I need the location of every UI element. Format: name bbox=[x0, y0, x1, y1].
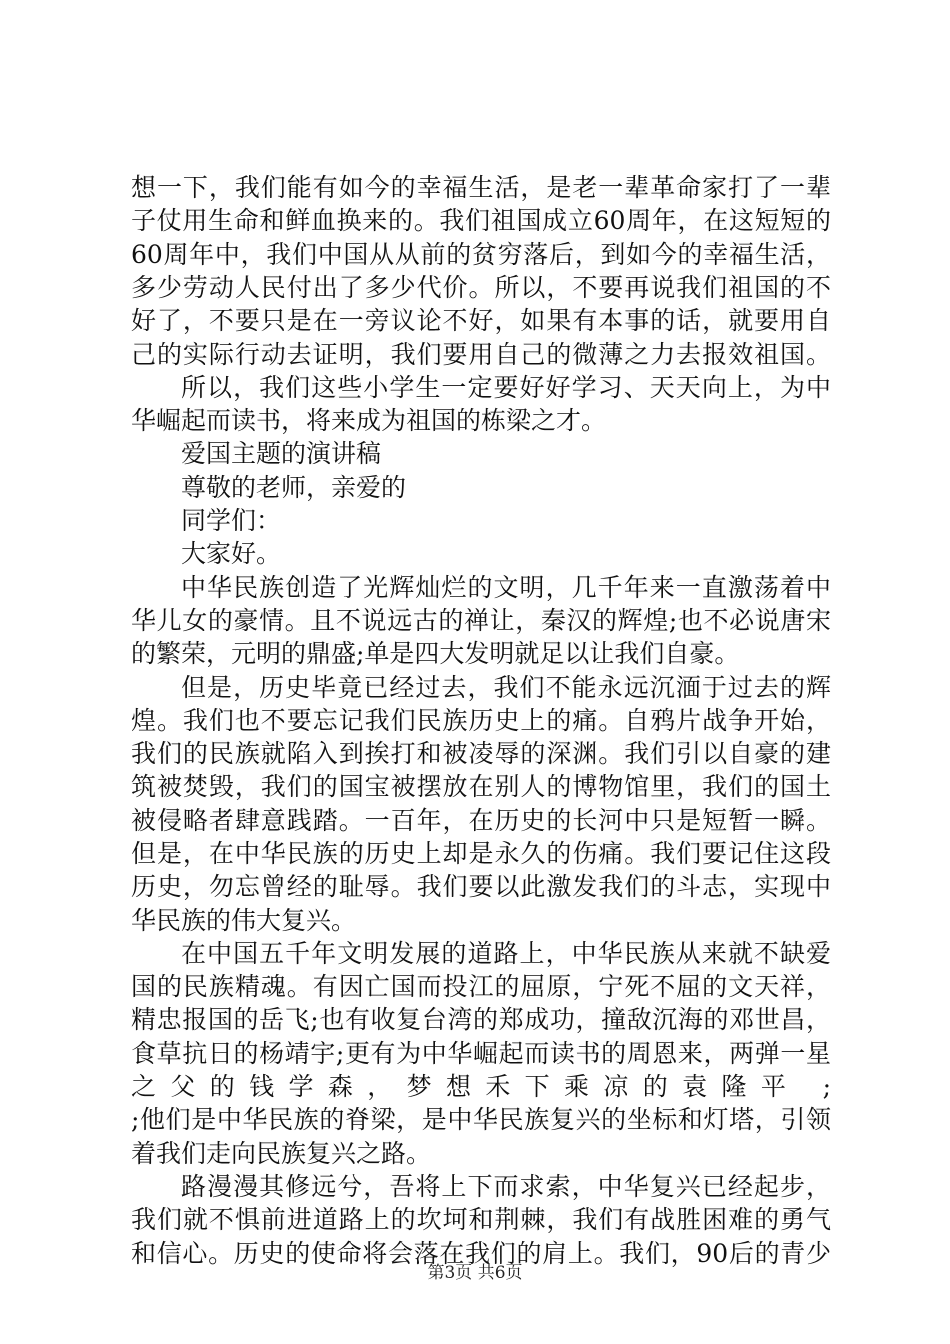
text-line: 煌。我们也不要忘记我们民族历史上的痛。自鸦片战争开始， bbox=[131, 706, 831, 735]
text-line: 但是，历史毕竟已经过去，我们不能永远沉湎于过去的辉 bbox=[181, 673, 831, 702]
text-line: 的繁荣，元明的鼎盛;单是四大发明就足以让我们自豪。 bbox=[131, 639, 740, 668]
text-line: 筑被焚毁，我们的国宝被摆放在别人的博物馆里，我们的国土 bbox=[131, 772, 831, 801]
text-line: 着我们走向民族复兴之路。 bbox=[131, 1139, 432, 1168]
text-line: 己的实际行动去证明，我们要用自己的微薄之力去报效祖国。 bbox=[131, 340, 831, 369]
text-line: 精忠报国的岳飞;也有收复台湾的郑成功，撞敌沉海的邓世昌， bbox=[131, 1005, 831, 1034]
text-line: 同学们： bbox=[181, 506, 282, 535]
text-line: 尊敬的老师，亲爱的 bbox=[181, 473, 407, 502]
text-line: 多少劳动人民付出了多少代价。所以，不要再说我们祖国的不 bbox=[131, 273, 831, 302]
text-line: 路漫漫其修远兮，吾将上下而求索，中华复兴已经起步， bbox=[181, 1172, 831, 1201]
text-line: 所以，我们这些小学生一定要好好学习、天天向上，为中 bbox=[181, 373, 831, 402]
text-line: 华崛起而读书，将来成为祖国的栋梁之才。 bbox=[131, 406, 607, 435]
text-line: 历史，勿忘曾经的耻辱。我们要以此激发我们的斗志，实现中 bbox=[131, 872, 831, 901]
text-line: 和信心。历史的使命将会落在我们的肩上。我们，90后的青少 bbox=[131, 1239, 831, 1268]
text-line: 食草抗日的杨靖宇;更有为中华崛起而读书的周恩来，两弹一星 bbox=[131, 1039, 831, 1068]
text-line: 我们就不惧前进道路上的坎坷和荆棘，我们有战胜困难的勇气 bbox=[131, 1205, 831, 1234]
text-line: 中华民族创造了光辉灿烂的文明，几千年来一直激荡着中 bbox=[181, 573, 831, 602]
text-line: 好了，不要只是在一旁议论不好，如果有本事的话，就要用自 bbox=[131, 306, 831, 335]
page-footer: 第3页 共6页 bbox=[427, 1263, 523, 1283]
text-line: 华儿女的豪情。且不说远古的禅让，秦汉的辉煌;也不必说唐宋 bbox=[131, 606, 831, 635]
text-line: 我们的民族就陷入到挨打和被凌辱的深渊。我们引以自豪的建 bbox=[131, 739, 831, 768]
text-line: 大家好。 bbox=[181, 539, 282, 568]
text-line: 想一下，我们能有如今的幸福生活，是老一辈革命家打了一辈 bbox=[131, 173, 831, 202]
text-line: 子仗用生命和鲜血换来的。我们祖国成立60周年，在这短短的 bbox=[131, 206, 831, 235]
text-line: 华民族的伟大复兴。 bbox=[131, 906, 357, 935]
text-line: 之父的钱学森，梦想禾下乘凉的袁隆平 ; bbox=[131, 1072, 831, 1101]
text-line: 在中国五千年文明发展的道路上，中华民族从来就不缺爱 bbox=[181, 939, 831, 968]
text-line: 国的民族精魂。有因亡国而投江的屈原，宁死不屈的文天祥， bbox=[131, 972, 831, 1001]
text-line: 被侵略者肆意践踏。一百年，在历史的长河中只是短暂一瞬。 bbox=[131, 806, 831, 835]
text-line: ;他们是中华民族的脊梁，是中华民族复兴的坐标和灯塔，引领 bbox=[131, 1105, 831, 1134]
text-line: 60周年中，我们中国从从前的贫穷落后，到如今的幸福生活， bbox=[131, 240, 831, 269]
text-line: 但是，在中华民族的历史上却是永久的伤痛。我们要记住这段 bbox=[131, 839, 831, 868]
text-line: 爱国主题的演讲稿 bbox=[181, 439, 382, 468]
